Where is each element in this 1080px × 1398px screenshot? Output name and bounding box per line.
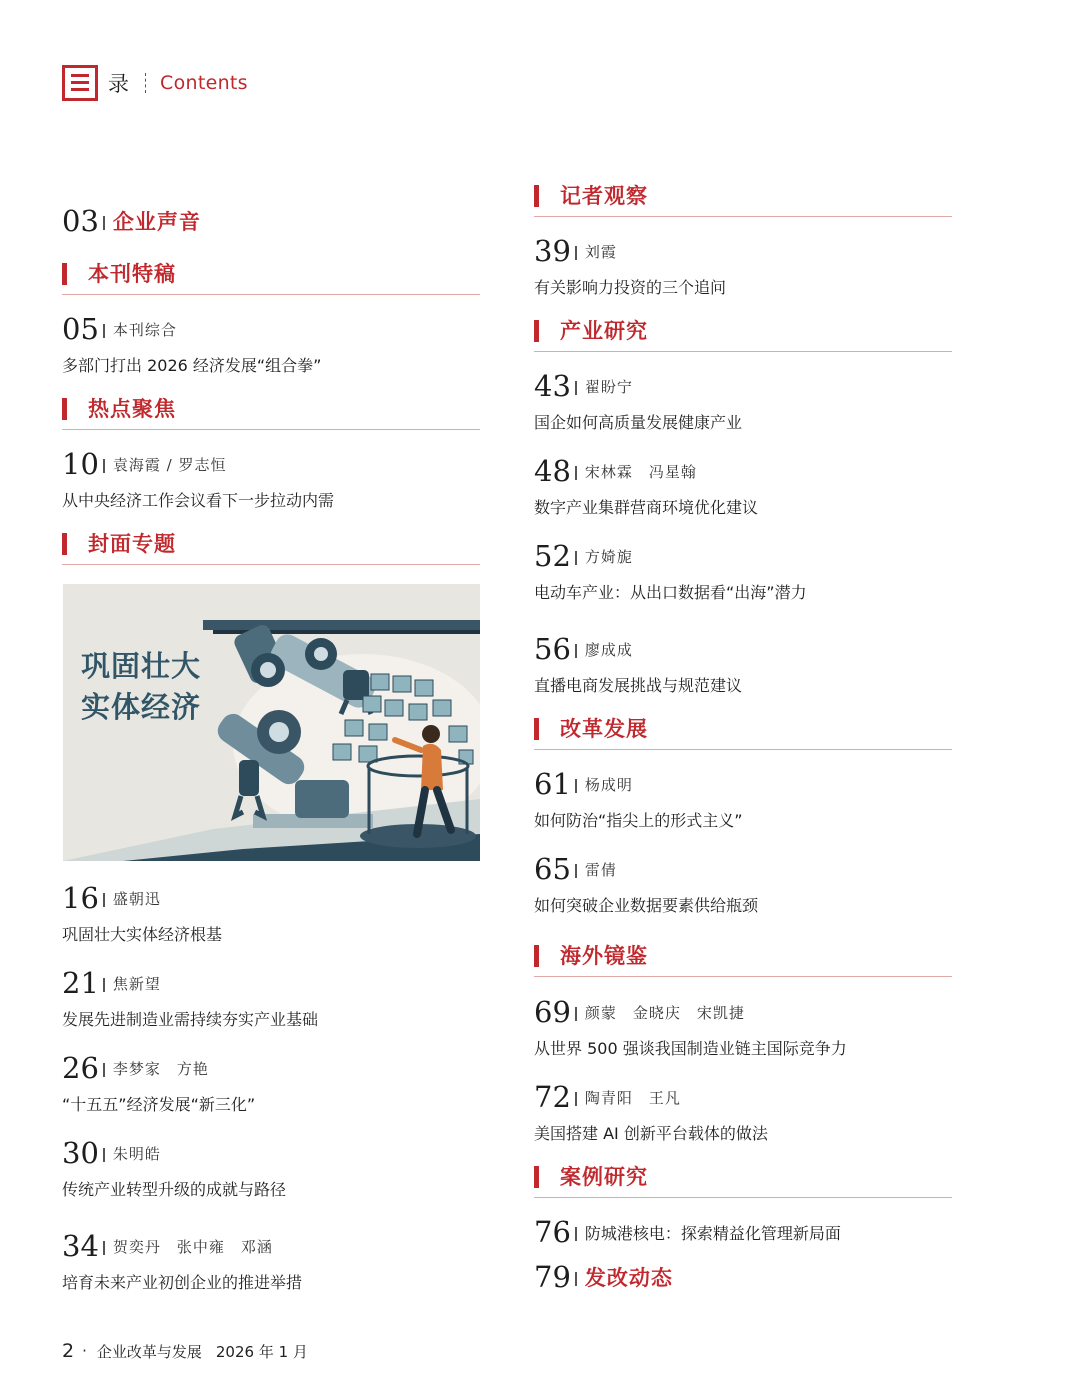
page-number: 26	[62, 1051, 99, 1085]
section-heading: 热点聚焦	[62, 395, 480, 430]
entry-author: 陶青阳 王凡	[584, 1088, 681, 1107]
entry-author: 杨成明	[584, 775, 633, 794]
toc-entry-39[interactable]	[534, 234, 726, 300]
page-number: 39	[534, 234, 571, 268]
contents-label: Contents	[160, 72, 248, 94]
toc-entry-56[interactable]	[534, 632, 742, 698]
toc-entry-10[interactable]	[62, 447, 334, 513]
entry-title: 如何防治“指尖上的形式主义”	[534, 811, 743, 830]
cover-illustration	[63, 584, 480, 861]
logo-char: 录	[108, 72, 129, 96]
toc-entry-34[interactable]	[62, 1229, 302, 1295]
page-number: 16	[62, 881, 99, 915]
page-number: 65	[534, 852, 571, 886]
entry-title: 传统产业转型升级的成就与路径	[62, 1180, 287, 1199]
section-heading: 产业研究	[534, 317, 952, 352]
entry-title: 防城港核电：探索精益化管理新局面	[584, 1223, 841, 1243]
entry-author: 焦新望	[112, 974, 161, 993]
toc-entry-30[interactable]	[62, 1136, 286, 1202]
header-divider	[145, 73, 146, 93]
entry-author: 本刊综合	[112, 320, 177, 339]
entry-title: 企业声音	[112, 210, 201, 234]
entry-title: 巩固壮大实体经济根基	[62, 925, 223, 944]
contents-logo-icon	[62, 65, 98, 101]
page-footer	[62, 1340, 308, 1362]
footer-publication: 企业改革与发展	[96, 1342, 202, 1361]
page-number: 05	[62, 312, 99, 346]
robot-arm-illustration	[63, 584, 480, 861]
entry-title: 如何突破企业数据要素供给瓶颈	[534, 896, 759, 915]
toc-header	[62, 62, 248, 104]
entry-title: 有关影响力投资的三个追问	[534, 278, 727, 297]
page-number: 76	[534, 1215, 571, 1249]
cover-title: 巩固壮大 实体经济	[81, 649, 202, 724]
toc-entry-03[interactable]	[62, 204, 201, 238]
page-number: 03	[62, 204, 99, 238]
section-heading: 封面专题	[62, 530, 480, 565]
entry-title: “十五五”经济发展“新三化”	[62, 1095, 256, 1114]
section-heading: 改革发展	[534, 715, 952, 750]
toc-entry-79[interactable]	[534, 1260, 673, 1294]
footer-issue: 2026 年 1 月	[215, 1342, 308, 1361]
entry-author: 宋林霖 冯星翰	[584, 462, 697, 481]
toc-entry-43[interactable]	[534, 369, 742, 435]
entry-title: 培育未来产业初创企业的推进举措	[62, 1273, 303, 1292]
toc-entry-48[interactable]	[534, 454, 758, 520]
entry-author: 朱明皓	[112, 1144, 161, 1163]
entry-title: 发改动态	[584, 1266, 673, 1290]
section-heading: 记者观察	[534, 182, 952, 217]
entry-author: 贺奕丹 张中雍 邓涵	[112, 1237, 273, 1256]
toc-entry-65[interactable]	[534, 852, 758, 918]
entry-author: 刘霞	[584, 242, 617, 261]
toc-entry-26[interactable]	[62, 1051, 255, 1117]
entry-title: 数字产业集群营商环境优化建议	[534, 498, 759, 517]
page-number: 69	[534, 995, 571, 1029]
page-number: 52	[534, 539, 571, 573]
entry-title: 电动车产业：从出口数据看“出海”潜力	[534, 583, 807, 602]
page-number: 48	[534, 454, 571, 488]
entry-title: 从世界 500 强谈我国制造业链主国际竞争力	[534, 1039, 847, 1058]
page-number: 43	[534, 369, 571, 403]
section-heading: 案例研究	[534, 1163, 952, 1198]
toc-entry-16[interactable]	[62, 881, 222, 947]
page-number: 56	[534, 632, 571, 666]
entry-title: 多部门打出 2026 经济发展“组合拳”	[62, 356, 322, 375]
entry-author: 廖成成	[584, 640, 633, 659]
toc-entry-72[interactable]	[534, 1080, 768, 1146]
page-number: 34	[62, 1229, 99, 1263]
entry-author: 方婍旎	[584, 547, 633, 566]
page-number: 21	[62, 966, 99, 1000]
toc-entry-21[interactable]	[62, 966, 318, 1032]
entry-title: 美国搭建 AI 创新平台载体的做法	[534, 1124, 768, 1143]
toc-entry-52[interactable]	[534, 539, 807, 605]
page-number: 30	[62, 1136, 99, 1170]
footer-dot: ·	[82, 1342, 87, 1360]
entry-author: 盛朝迅	[112, 889, 161, 908]
page-number: 61	[534, 767, 571, 801]
toc-entry-69[interactable]	[534, 995, 847, 1061]
entry-title: 发展先进制造业需持续夯实产业基础	[62, 1010, 319, 1029]
entry-author: 袁海霞 / 罗志恒	[112, 455, 227, 474]
entry-author: 翟盼宁	[584, 377, 633, 396]
toc-entry-05[interactable]	[62, 312, 321, 378]
section-heading: 海外镜鉴	[534, 942, 952, 977]
toc-entry-61[interactable]	[534, 767, 743, 833]
page-number: 10	[62, 447, 99, 481]
toc-entry-76[interactable]	[534, 1215, 841, 1249]
entry-author: 雷倩	[584, 860, 617, 879]
footer-page-number: 2	[62, 1340, 75, 1362]
page-number: 79	[534, 1260, 571, 1294]
page-number: 72	[534, 1080, 571, 1114]
entry-author: 颜蒙 金晓庆 宋凯捷	[584, 1003, 745, 1022]
entry-title: 直播电商发展挑战与规范建议	[534, 676, 743, 695]
section-heading: 本刊特稿	[62, 260, 480, 295]
entry-author: 李梦家 方艳	[112, 1059, 209, 1078]
entry-title: 从中央经济工作会议看下一步拉动内需	[62, 491, 335, 510]
entry-title: 国企如何高质量发展健康产业	[534, 413, 743, 432]
